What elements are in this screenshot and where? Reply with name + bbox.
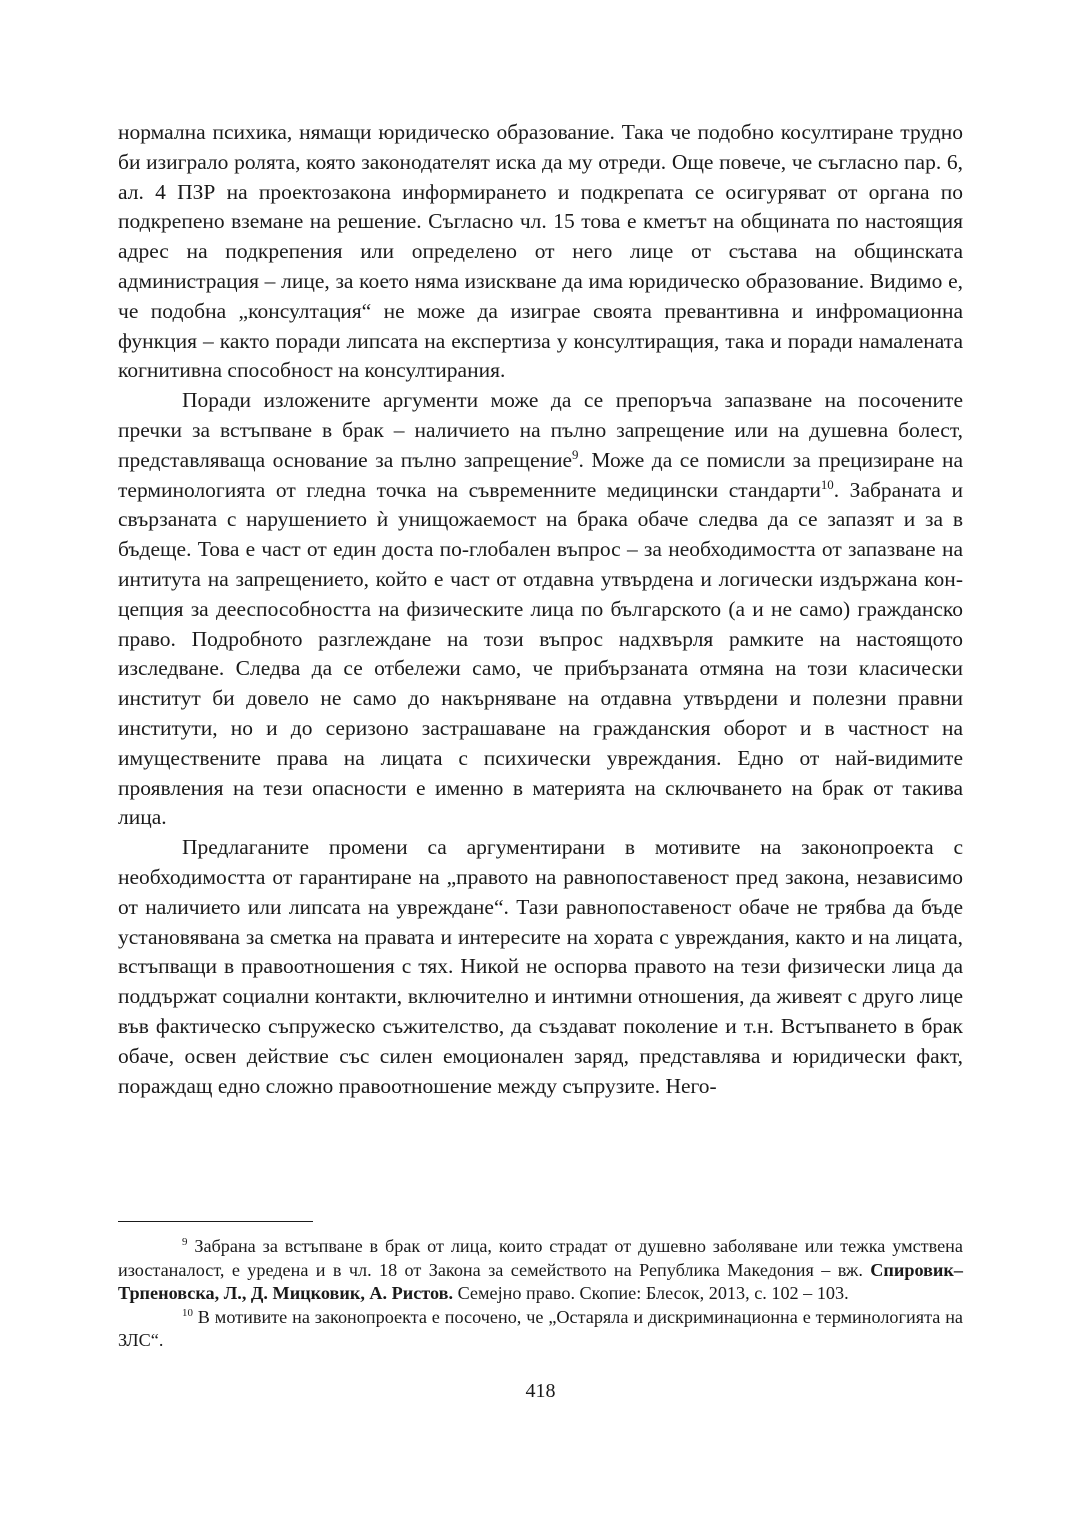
footnotes bbox=[118, 1235, 963, 1353]
paragraph-2-part-1: Поради изложените аргументи може да се препоръча запазване на посочените пречки за встъпване в брак – наличието на пълно запрещение или на душевна болест, представляваща основание за пълно запрещение bbox=[118, 388, 963, 472]
footnote-10 bbox=[118, 1306, 963, 1353]
paragraph-2-part-3: . Забраната и свързаната с нарушението ѝ унищожаемост на брака обаче следва да се запазят и за в бъдеще. Това е част от един доста по-глобален въпрос – за необходимостта от запазване на интитута на запрещението, който е част от отдавна утвърдена и логически издържана концепция за дееспособността на физическите лица по българското (а и не само) гражданско право. Подробното разглеждане на този въпрос надхвърля рамките на настоящото изследване. Следва да се отбележи само, че прибързаната отмяна на този класически институт би довело не само до накърняване на отдавна утвърдени и полезни правни институти, но и до серизоно застрашаване на гражданския оборот и в частност на имуществените права на лицата с психически увреждания. Едно от най-видимите проявления на тези опасности е именно в материята на сключването на брак от такива лица. bbox=[118, 477, 963, 830]
footnote-ref-9: 9 bbox=[572, 447, 579, 462]
page-number: 418 bbox=[525, 1380, 556, 1402]
footnote-ref-10: 10 bbox=[820, 477, 834, 492]
footnote-9-text-after: Семејно право. Скопие: Блесок, 2013, с. 102 – 103. bbox=[453, 1283, 849, 1304]
footnote-9-authors: Спировик–Трпеновска, Л., Д. Мицковик, А. Ристов. bbox=[118, 1259, 963, 1304]
paragraph-1: нормална психика, нямащи юридическо образование. Така че подобно косултиране трудно би изиграло ролята, която законодателят иска да му отреди. Още повече, че съгласно пар. 6, ал. 4 ПЗР на проектозакона информирането и подкрепата се осигуряват от органа по подкрепено вземане на решение. Съгласно чл. 15 това е кметът на общината по настоящия адрес на подкрепения или определено от него лице от състава на общинската администрация – лице, за което няма изискване да има юридическо образование. Видимо е, че подобна „консултация“ не може да изиграе своята превантивна и инфромационна функция – както поради липсата на експертиза у консултиращия, така и поради намалената когнитивна способност на консултирания. bbox=[118, 120, 963, 383]
footnote-9 bbox=[118, 1235, 963, 1306]
footnote-9-number: 9 bbox=[182, 1235, 188, 1248]
footnote-separator bbox=[118, 1221, 313, 1222]
paragraph-3: Предлаганите промени са аргументирани в мотивите на законопроекта с необходимостта от гарантиране на „правото на равнопоставеност пред закона, независимо от наличието или липсата на увреждане“. Тази равнопоставеност обаче не трябва да бъде установявана за сметка на правата и интересите на хората с увреждания, както и на лицата, встъпващи в правоотношения с тях. Никой не оспорва правото на тези физически лица да поддържат социални контакти, включително и интимни отношения, да живеят с друго лице във фактическо съпружеско съжителство, да създават поколение и т.н. Встъпването в брак обаче, освен действие със силен емоционален заряд, представлява и юридически факт, пораждащ едно сложно правоотношение между съпрузите. Него- bbox=[118, 835, 963, 1098]
footnote-10-number: 10 bbox=[182, 1306, 193, 1319]
footnote-9-text-before: Забрана за встъпване в брак от лица, които страдат от душевно заболяване или тежка умствена изостаналост, е уредена и в чл. 18 от Закона за семейството на Република Македония – вж. bbox=[118, 1236, 963, 1280]
paragraph-2-part-2: . Може да се помисли за прецизиране на терминологията от гледна точка на съвременните медицински стандарти bbox=[118, 447, 963, 502]
paragraph-2 bbox=[118, 386, 963, 833]
body-text bbox=[118, 118, 963, 1101]
footnote-10-text: В мотивите на законопроекта е посочено, че „Остаряла и дискриминационна е терминологията на ЗЛС“. bbox=[118, 1306, 963, 1351]
document-page bbox=[118, 118, 963, 1528]
